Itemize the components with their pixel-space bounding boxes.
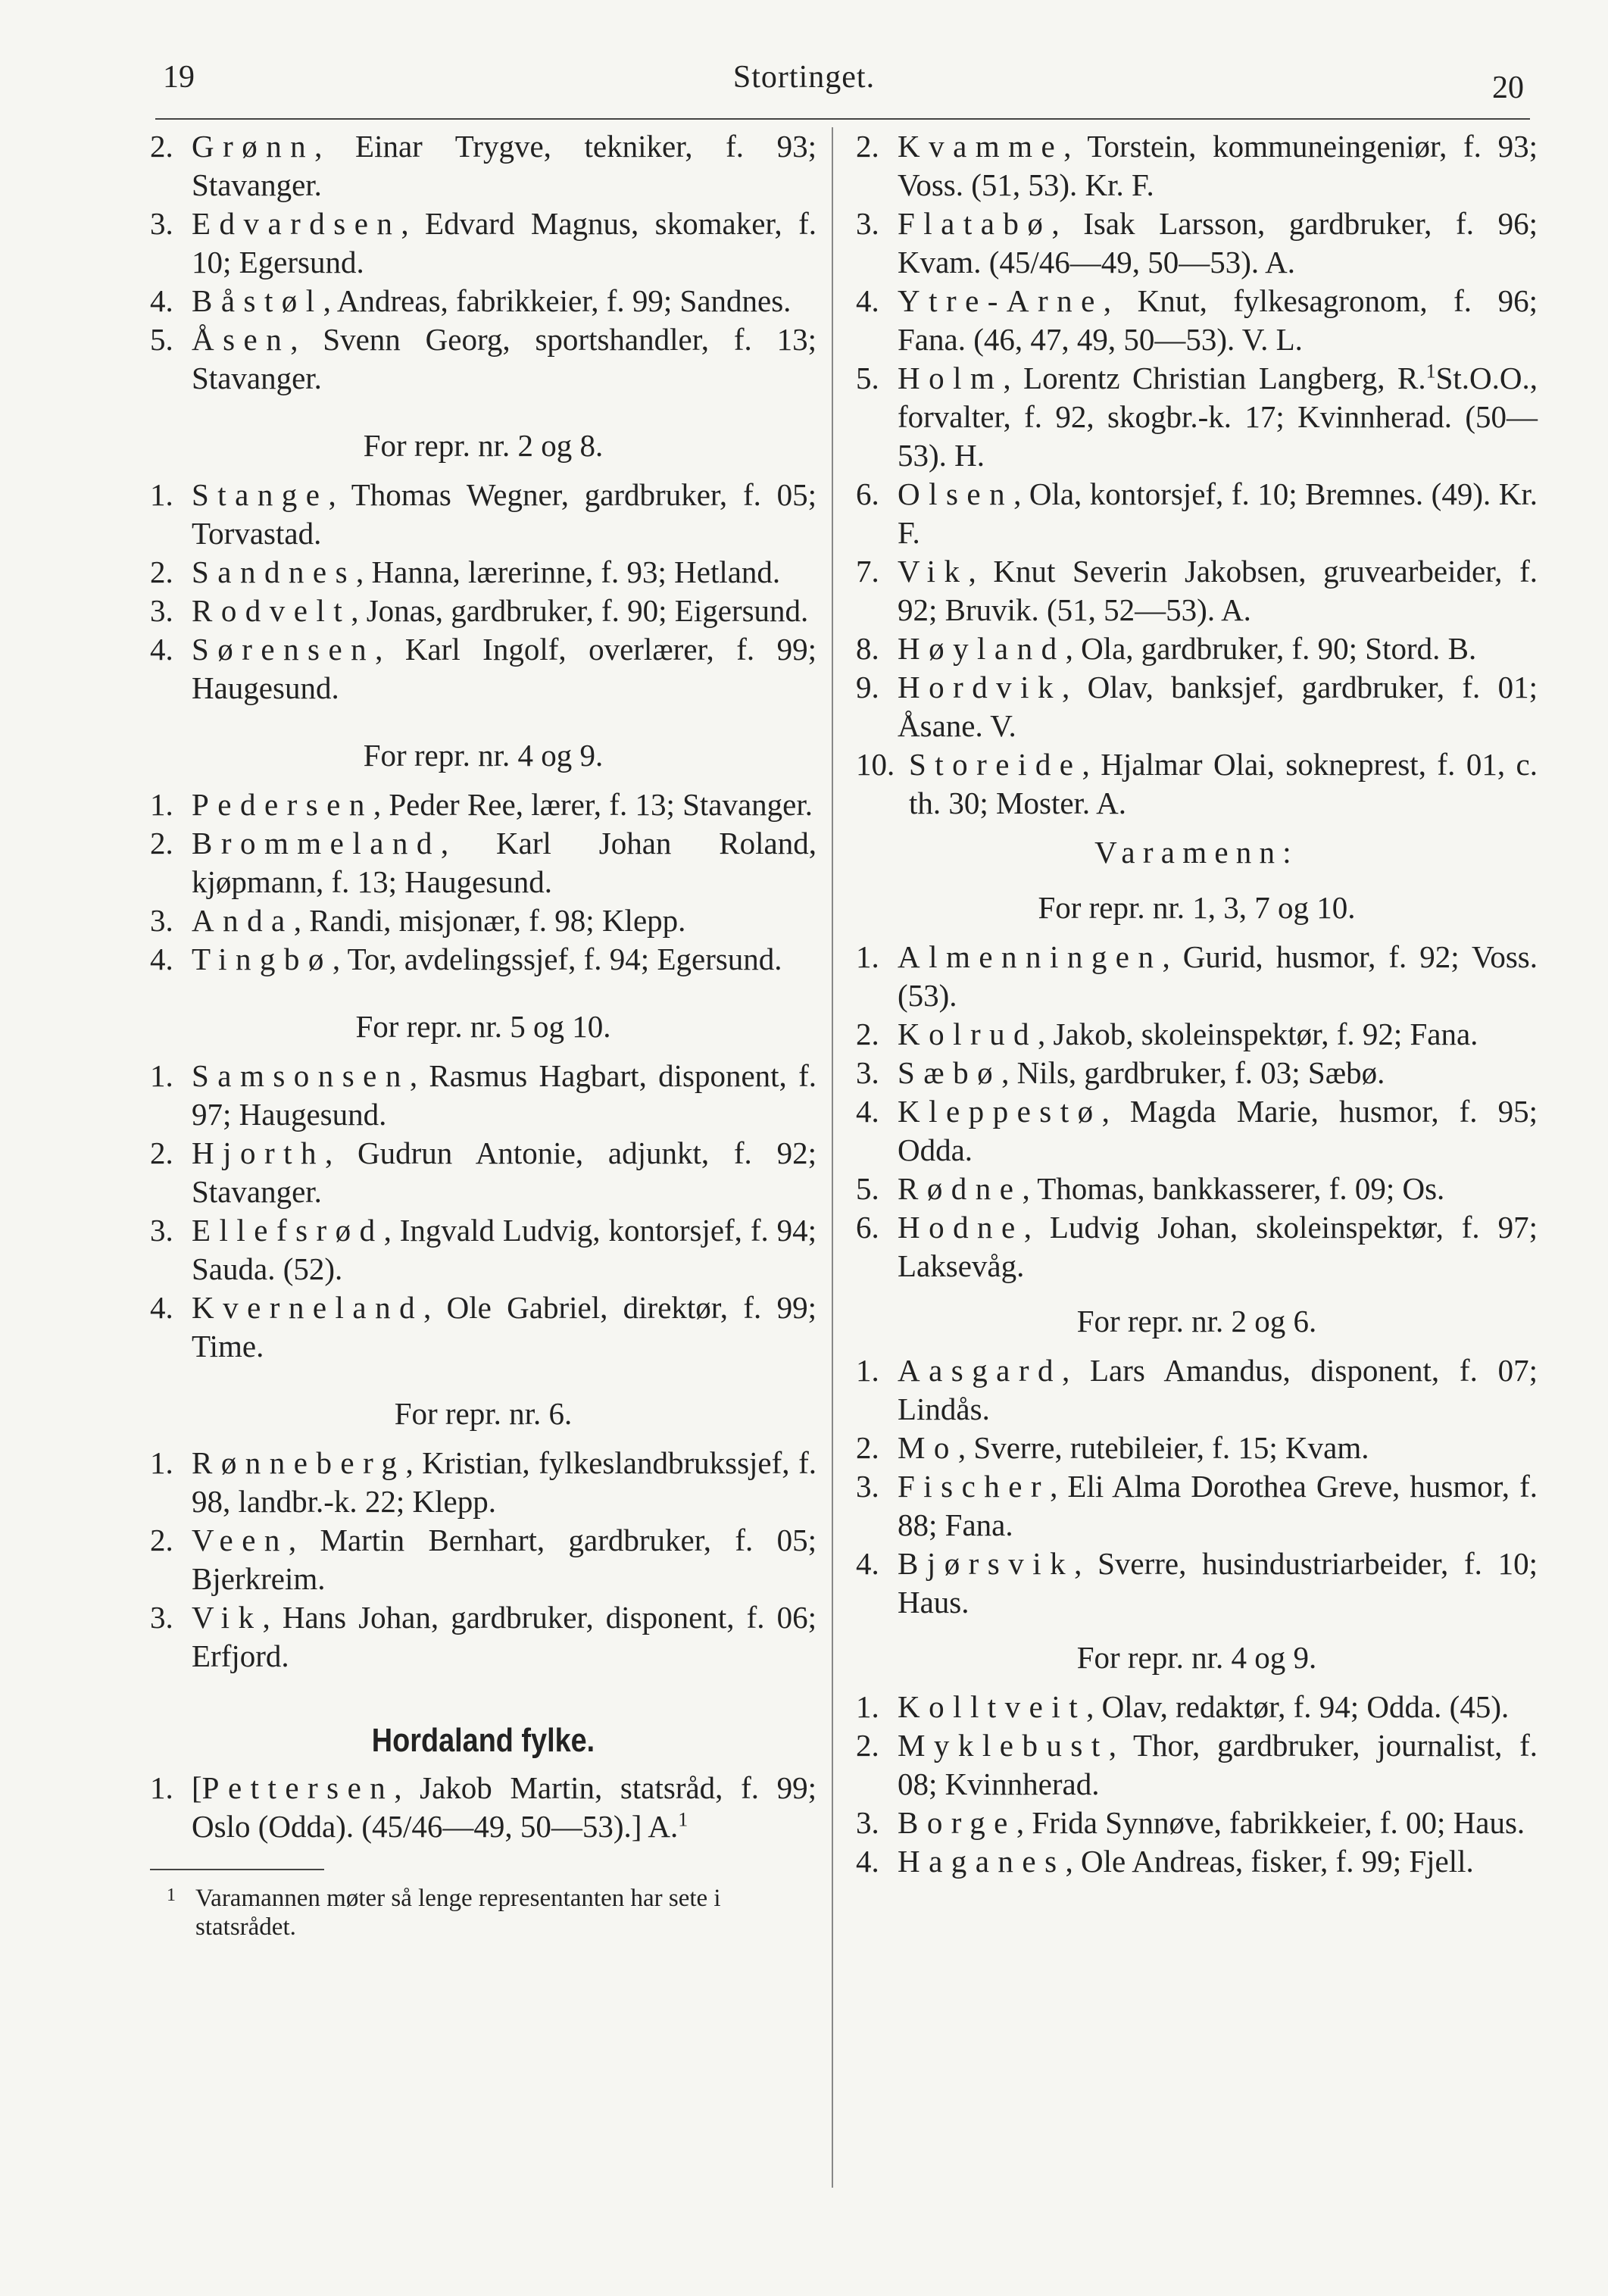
section-heading: For repr. nr. 4 og 9. bbox=[363, 738, 604, 773]
list-item: 8. Høyland, Ola, gardbruker, f. 90; Stord. B. bbox=[856, 631, 1477, 666]
column-divider bbox=[832, 127, 833, 2188]
list-item: 3. Edvardsen, Edvard Magnus, skomaker, f. 10; Egersund. bbox=[150, 206, 816, 280]
superscript: 1 bbox=[1425, 360, 1436, 383]
right-column bbox=[856, 127, 1538, 1881]
list-item: 4. Kleppestø, Magda Marie, husmor, f. 95; Odda. bbox=[856, 1094, 1538, 1167]
list-item: 3. Rodvelt, Jonas, gardbruker, f. 90; Eigersund. bbox=[150, 593, 809, 628]
left-column bbox=[150, 127, 816, 1941]
list-item: 4. Bjørsvik, Sverre, husindustriarbeider, f. 10; Haus. bbox=[856, 1546, 1538, 1620]
list-item: 6. Hodne, Ludvig Johan, skoleinspektør, f. 97; Laksevåg. bbox=[856, 1210, 1538, 1283]
list-item: 2. Veen, Martin Bernhart, gardbruker, f. 05; Bjerkreim. bbox=[150, 1523, 816, 1596]
list-item: 1. Rønneberg, Kristian, fylkeslandbrukssjef, f. 98, landbr.-k. 22; Klepp. bbox=[150, 1445, 816, 1519]
list-item: 2. Brommeland, Karl Johan Roland, kjøpmann, f. 13; Haugesund. bbox=[150, 826, 816, 899]
right-page-number: 20 bbox=[1492, 70, 1524, 105]
list-item: 3. Fischer, Eli Alma Dorothea Greve, husmor, f. 88; Fana. bbox=[856, 1469, 1538, 1542]
list-item: 2. Kolrud, Jakob, skoleinspektør, f. 92; Fana. bbox=[856, 1017, 1478, 1051]
section-heading: For repr. nr. 4 og 9. bbox=[1076, 1640, 1317, 1675]
list-item: 4. Tingbø, Tor, avdelingssjef, f. 94; Egersund. bbox=[150, 942, 782, 976]
left-page-number: 19 bbox=[163, 60, 195, 95]
section-heading: For repr. nr. 2 og 8. bbox=[363, 428, 604, 463]
section-heading: For repr. nr. 1, 3, 7 og 10. bbox=[1038, 890, 1356, 925]
section-heading: For repr. nr. 2 og 6. bbox=[1076, 1304, 1317, 1339]
list-item: 3. Borge, Frida Synnøve, fabrikkeier, f. 00; Haus. bbox=[856, 1805, 1525, 1840]
list-item: 7. Vik, Knut Severin Jakobsen, gruvearbeider, f. 92; Bruvik. (51, 52—53). A. bbox=[856, 554, 1538, 627]
list-item: 2. Hjorth, Gudrun Antonie, adjunkt, f. 92; Stavanger. bbox=[150, 1136, 816, 1209]
header-rule bbox=[155, 118, 1530, 120]
list-item: 5. Holm, Lorentz Christian Langberg, R.$^1$St.O.O., forvalter, f. 92, skogbr.-k. 17; Kvinnherad. (50—53). H. bbox=[856, 360, 1538, 473]
list-item: 3. Flatabø, Isak Larsson, gardbruker, f. 96; Kvam. (45/46—49, 50—53). A. bbox=[856, 206, 1538, 280]
section-heading: For repr. nr. 6. bbox=[394, 1396, 573, 1431]
list-item: 1. Stange, Thomas Wegner, gardbruker, f. 05; Torvastad. bbox=[150, 477, 816, 551]
footnote-rule bbox=[150, 1869, 324, 1870]
list-item: 3. Vik, Hans Johan, gardbruker, disponent, f. 06; Erfjord. bbox=[150, 1600, 816, 1673]
list-item: 1. Kolltveit, Olav, redaktør, f. 94; Odda. (45). bbox=[856, 1689, 1510, 1724]
county-heading: Hordaland fylke. bbox=[371, 1722, 595, 1759]
list-item: 4. Haganes, Ole Andreas, fisker, f. 99; Fjell. bbox=[856, 1844, 1474, 1879]
list-item: 2. Sandnes, Hanna, lærerinne, f. 93; Hetland. bbox=[150, 554, 781, 589]
list-item: 1. Almenningen, Gurid, husmor, f. 92; Voss. (53). bbox=[856, 939, 1538, 1013]
list-item: 3. Anda, Randi, misjonær, f. 98; Klepp. bbox=[150, 903, 686, 938]
list-item: 1. Aasgard, Lars Amandus, disponent, f. 07; Lindås. bbox=[856, 1353, 1538, 1426]
list-item: 2. Mo, Sverre, rutebileier, f. 15; Kvam. bbox=[856, 1430, 1369, 1465]
list-item: 10. Storeide, Hjalmar Olai, sokneprest, f. 01, c. th. 30; Moster. A. bbox=[856, 747, 1538, 820]
footnote-ref: 1 bbox=[678, 1808, 688, 1831]
page-header bbox=[0, 53, 1608, 114]
list-item: 1. [Pettersen, Jakob Martin, statsråd, f. 99; Oslo (Odda). (45/46—49, 50—53).] A.$^1$ bbox=[150, 1770, 816, 1844]
list-item: 4. Båstøl, Andreas, fabrikkeier, f. 99; Sandnes. bbox=[150, 283, 792, 318]
list-item: 6. Olsen, Ola, kontorsjef, f. 10; Bremnes. (49). Kr. F. bbox=[856, 476, 1538, 550]
list-item: 5. Åsen, Svenn Georg, sportshandler, f. 13; Stavanger. bbox=[150, 322, 816, 395]
footnote: 1 Varamannen møter så lenge representanten har sete i statsrådet. bbox=[167, 1885, 721, 1941]
list-item: 4. Sørensen, Karl Ingolf, overlærer, f. 99; Haugesund. bbox=[150, 632, 816, 705]
list-item: 2. Kvamme, Torstein, kommuneingeniør, f. 93; Voss. (51, 53). Kr. F. bbox=[856, 129, 1538, 202]
running-title: Stortinget. bbox=[732, 60, 876, 95]
list-item: 4. Ytre-Arne, Knut, fylkesagronom, f. 96; Fana. (46, 47, 49, 50—53). V. L. bbox=[856, 283, 1538, 357]
section-heading: For repr. nr. 5 og 10. bbox=[355, 1009, 611, 1044]
list-item: 4. Kverneland, Ole Gabriel, direktør, f. 99; Time. bbox=[150, 1290, 816, 1364]
list-item: 3. Sæbø, Nils, gardbruker, f. 03; Sæbø. bbox=[856, 1055, 1385, 1090]
list-item: 9. Hordvik, Olav, banksjef, gardbruker, f. 01; Åsane. V. bbox=[856, 670, 1538, 743]
list-item: 1. Samsonsen, Rasmus Hagbart, disponent, f. 97; Haugesund. bbox=[150, 1058, 816, 1132]
varamenn-heading: Varamenn: bbox=[1094, 835, 1299, 870]
list-item: 2. Myklebust, Thor, gardbruker, journalist, f. 08; Kvinnherad. bbox=[856, 1728, 1538, 1801]
list-item: 3. Ellefsrød, Ingvald Ludvig, kontorsjef, f. 94; Sauda. (52). bbox=[150, 1213, 816, 1286]
list-item: 2. Grønn, Einar Trygve, tekniker, f. 93; Stavanger. bbox=[150, 129, 816, 202]
list-item: 1. Pedersen, Peder Ree, lærer, f. 13; Stavanger. bbox=[150, 787, 813, 822]
list-item: 5. Rødne, Thomas, bankkasserer, f. 09; Os. bbox=[856, 1171, 1445, 1206]
